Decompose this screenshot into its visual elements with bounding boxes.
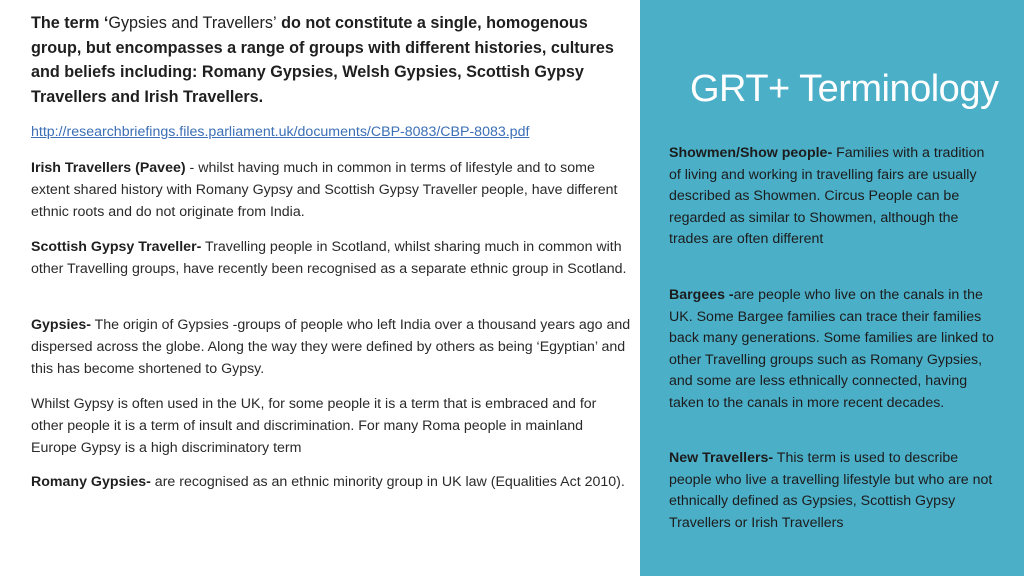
- entry-heading: Gypsies-: [31, 317, 91, 333]
- entry-heading: Irish Travellers (Pavee): [31, 160, 186, 176]
- entry-irish-travellers: [31, 158, 631, 223]
- entry-heading: Romany Gypsies-: [31, 474, 151, 490]
- entry-text: Travelling people in Scotland, whilst sharing much in common with other Travelling groups, have recently been recognised as a separate ethnic group in Scotland.: [31, 239, 627, 277]
- entry-text: are recognised as an ethnic minority group in UK law (Equalities Act 2010).: [150, 474, 625, 490]
- entry-heading: Bargees -: [669, 287, 734, 303]
- entry-heading: Showmen/Show people-: [669, 145, 833, 161]
- entry-scottish-gypsy-traveller: [31, 237, 631, 281]
- entry-gypsies: [31, 315, 631, 380]
- entry-bargees: [669, 285, 999, 415]
- entry-text: are people who live on the canals in the UK. Some Bargee families can trace their families back many generations. Some families are linked to other Travelling groups such as Romany Gypsies, and some are less ethnically connected, having taken to the canals in more recent decades.: [669, 287, 994, 411]
- intro-rest: do not constitute a single, homogenous group, but encompasses a range of groups with different histories, cultures and beliefs including: Romany Gypsies, Welsh Gypsies, Scottish Gypsy Travellers and Irish Travellers.: [31, 14, 614, 106]
- entry-text: The origin of Gypsies -groups of people who left India over a thousand years ago and dispersed across the globe. Along the way they were defined by others as being ‘Egyptian’ and this has become shortened to Gypsy.: [31, 317, 631, 377]
- intro-lead: The term ‘: [31, 14, 109, 32]
- entry-text: Families with a tradition of living and working in travelling fairs are usually described as Showmen. Circus People can be regarded as similar to Showmen, although the trades are often different: [669, 145, 985, 248]
- entry-text: Whilst Gypsy is often used in the UK, for some people it is a term that is embraced and for other people it is a term of insult and discrimination. For many Roma people in mainland Europe Gypsy is a high discriminatory term: [31, 396, 597, 456]
- entry-new-travellers: [669, 448, 999, 534]
- intro-paragraph: [31, 11, 631, 109]
- entry-heading: New Travellers-: [669, 450, 774, 466]
- slide-title: GRT+ Terminology: [690, 68, 999, 110]
- entry-heading: Scottish Gypsy Traveller-: [31, 239, 202, 255]
- source-link[interactable]: http://researchbriefings.files.parliament.uk/documents/CBP-8083/CBP-8083.pdf: [31, 124, 530, 140]
- entry-showmen: [669, 143, 999, 251]
- entry-text: This term is used to describe people who live a travelling lifestyle but who are not ethnically defined as Gypsies, Scottish Gypsy Travellers or Irish Travellers: [669, 450, 993, 531]
- entry-text: - whilst having much in common in terms of lifestyle and to some extent shared history with Romany Gypsy and Scottish Gypsy Traveller people, have different ethnic roots and do not originate from India.: [31, 160, 618, 220]
- intro-term: Gypsies and Travellers’: [108, 14, 277, 32]
- entry-gypsy-usage: [31, 394, 631, 459]
- entry-romany-gypsies: [31, 472, 631, 494]
